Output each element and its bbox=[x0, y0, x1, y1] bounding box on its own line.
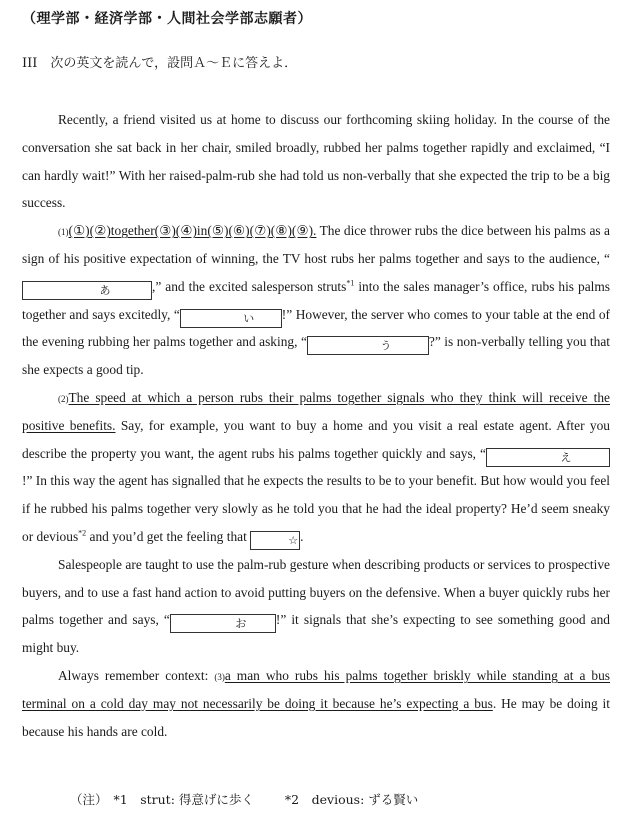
p4-text-2: !” it signals that she’s expecting to see something good and might buy. bbox=[22, 612, 610, 656]
underlined-sentence-3: a man who rubs his palms together briskly while standing at a bus terminal on a cold day may not necessarily be doing it because he’s expecting a bus bbox=[22, 667, 610, 711]
footnote-1: *1 strut: 得意げに歩く bbox=[113, 792, 254, 807]
p3-text-4: . bbox=[300, 528, 304, 544]
footnote-ref-2: *2 bbox=[78, 528, 87, 538]
question-marker-2: (2) bbox=[58, 393, 69, 404]
footnotes bbox=[70, 790, 424, 808]
p4-text-1: Salespeople are taught to use the palm-rub gesture when describing products or services to prospective buyers, and to use a fast hand action to avoid putting buyers on the defensive. When a buyer quickly rubs her palms together and says, “ bbox=[22, 556, 610, 628]
question-marker-1: (1) bbox=[58, 227, 69, 238]
p2-text-3: into the sales manager’s office, rubs his palms together and says excitedly, “ bbox=[22, 278, 610, 322]
underlined-sentence-2: The speed at which a person rubs their palms together signals who they think will receive the positive benefits. bbox=[22, 389, 610, 433]
footnote-2: *2 devious: ずる賢い bbox=[284, 792, 419, 807]
p2-text-1: The dice thrower rubs the dice between his palms as a sign of his positive expectation of winning, the TV host rubs her palms together and says to the audience, “ bbox=[22, 223, 610, 266]
p3-text-2: !” In this way the agent has signalled that he expects the results to be to your benefit. But how would you feel if he rubbed his palms together very slowly as he told you that he had the ideal property? He’d seem sneaky or devious bbox=[22, 473, 610, 544]
paragraph-5 bbox=[22, 662, 610, 745]
blank-box-e: え bbox=[486, 448, 610, 467]
paragraph-4 bbox=[22, 551, 610, 662]
p2-text-2: ,” and the excited salesperson struts bbox=[152, 278, 347, 294]
instruction: III 次の英文を読んで，設問Ａ～Ｅに答えよ． bbox=[22, 56, 298, 71]
blank-box-u: う bbox=[307, 336, 429, 355]
footnote-label: （注） bbox=[70, 792, 108, 807]
p2-text-4: !” However, the server who comes to your table at the end of the evening rubbing her palms together and asking, “ bbox=[22, 306, 610, 350]
p3-text-3: and you’d get the feeling that bbox=[86, 528, 251, 544]
p2-text-5: ?” is non-verbally telling you that she expects a good tip. bbox=[22, 334, 610, 378]
blank-box-a: あ bbox=[22, 281, 152, 300]
paragraph-1: Recently, a friend visited us at home to discuss our forthcoming skiing holiday. In the course of the conversation she sat back in her chair, smiled broadly, rubbed her palms together rapidly and exclaimed, “I can hardly wait!” With her raised-palm-rub she had told us non-verbally that she expected the trip to be a big success. bbox=[22, 112, 610, 211]
paragraph-2 bbox=[22, 217, 610, 384]
passage bbox=[22, 106, 610, 745]
blank-box-o: お bbox=[170, 614, 276, 633]
blank-box-i: い bbox=[180, 309, 282, 328]
section-heading: （理学部・経済学部・人間社会学部志願者） bbox=[22, 11, 312, 27]
footnote-ref-1: *1 bbox=[346, 278, 355, 288]
p3-text-1: Say, for example, you want to buy a home and you visit a real estate agent. After you describe the property you want, the agent rubs his palms together quickly and says, “ bbox=[22, 417, 610, 461]
blank-box-star: ☆ bbox=[250, 531, 300, 550]
question-marker-3: (3) bbox=[214, 671, 225, 682]
p5-text-2: . He may be doing it because his hands are cold. bbox=[22, 695, 610, 739]
blank-sentence-1: (①)(②)together(③)(④)in(⑤)(⑥)(⑦)(⑧)(⑨). bbox=[68, 223, 317, 239]
p5-text-1: Always remember context: bbox=[58, 667, 215, 683]
paragraph-3 bbox=[22, 384, 610, 551]
